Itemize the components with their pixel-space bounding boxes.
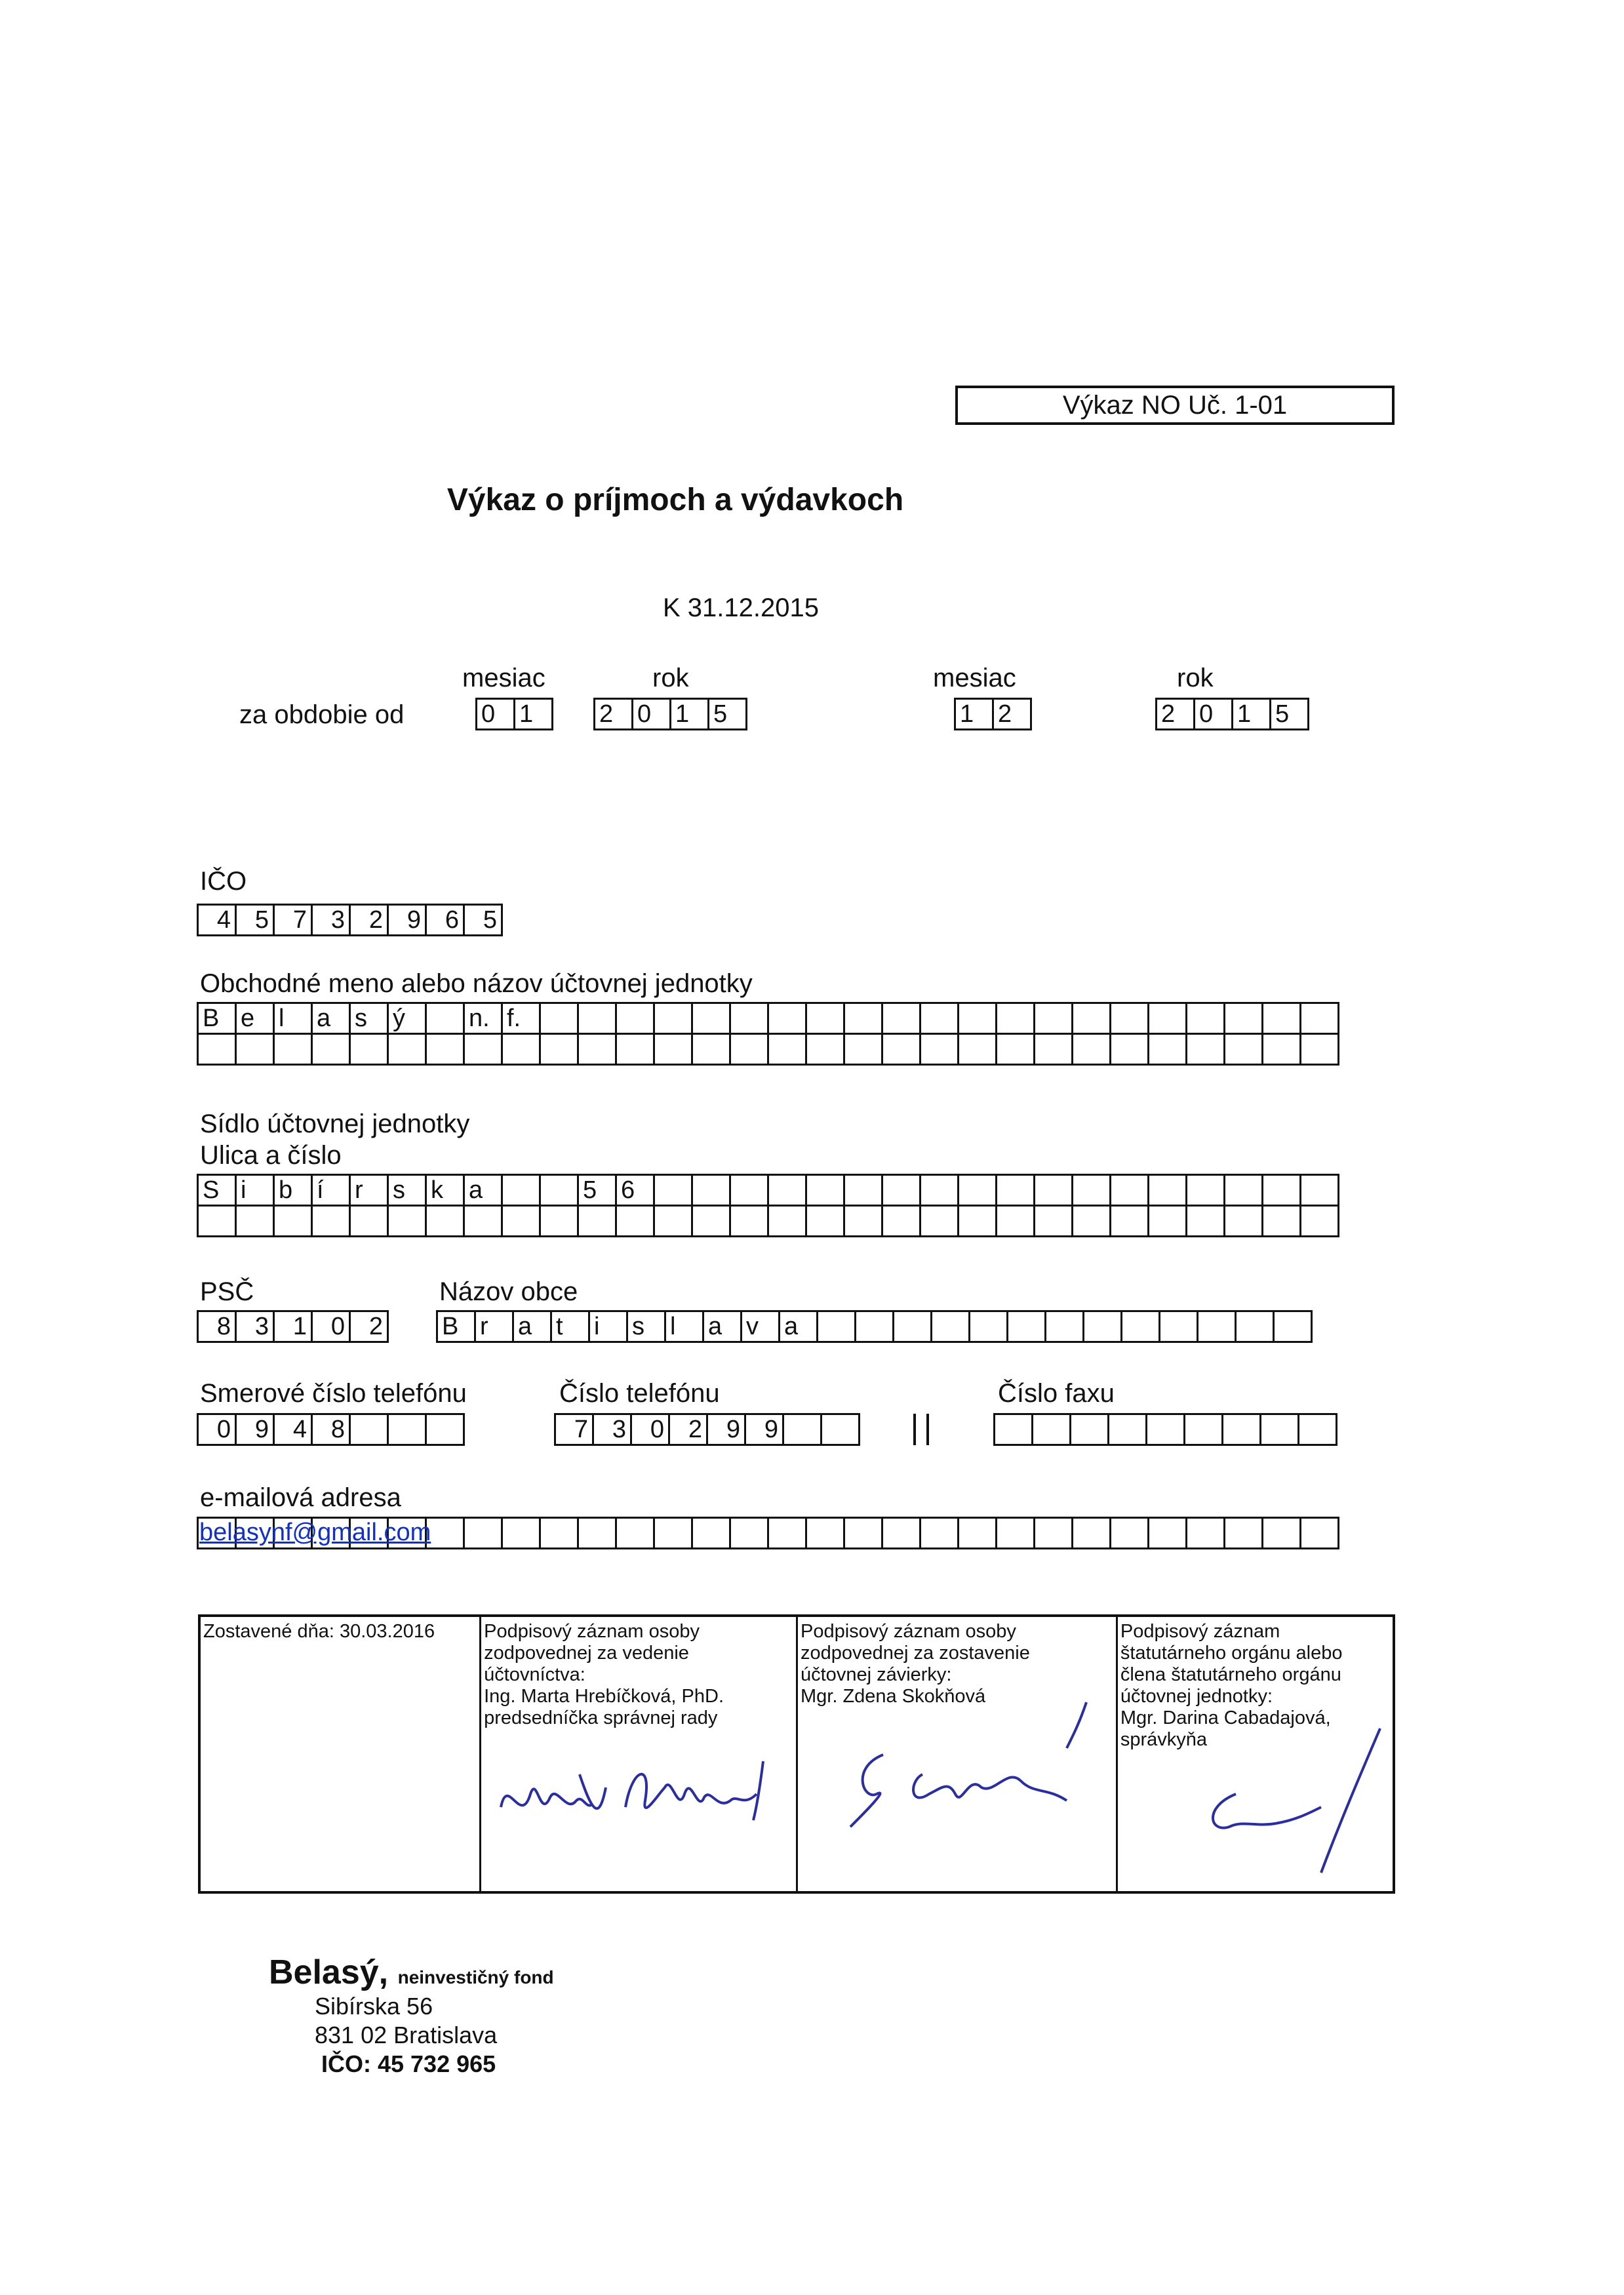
sig-line: predsedníčka správnej rady	[484, 1707, 718, 1728]
phone-number-cells[interactable]	[554, 1413, 858, 1446]
form-cell[interactable]: 2	[349, 1310, 389, 1343]
handwritten-signature-3	[1157, 1715, 1393, 1886]
form-cell[interactable]	[235, 1205, 275, 1237]
form-cell[interactable]: 2	[349, 904, 389, 936]
area-code-cells[interactable]	[197, 1413, 463, 1446]
form-cell[interactable]	[1069, 1413, 1109, 1446]
sig-line: štatutárneho orgánu alebo	[1120, 1643, 1343, 1664]
form-cell[interactable]	[843, 1002, 883, 1035]
form-cell[interactable]	[577, 1205, 617, 1237]
to-year-cells[interactable]	[1155, 698, 1307, 730]
sig-line: Mgr. Darina Cabadajová,	[1120, 1707, 1331, 1728]
form-cell[interactable]: 2	[593, 698, 633, 730]
form-cell[interactable]: 1	[273, 1310, 313, 1343]
from-month-label: mesiac	[462, 664, 545, 692]
form-cell[interactable]	[1071, 1033, 1111, 1066]
form-cell[interactable]	[729, 1174, 769, 1207]
handwritten-signature-1	[494, 1748, 783, 1840]
form-cell[interactable]: B	[436, 1310, 476, 1343]
form-cell[interactable]: 5	[1269, 698, 1309, 730]
form-cell[interactable]	[767, 1205, 807, 1237]
form-cell[interactable]	[919, 1517, 959, 1549]
form-cell[interactable]	[881, 1033, 921, 1066]
form-cell[interactable]	[968, 1310, 1008, 1343]
street-row-1[interactable]	[197, 1174, 1337, 1207]
form-cell[interactable]	[1299, 1174, 1339, 1207]
form-cell[interactable]	[1082, 1310, 1122, 1343]
form-cell[interactable]: 9	[235, 1413, 275, 1446]
city-cells[interactable]	[436, 1310, 1311, 1343]
name-label: Obchodné meno alebo názov účtovnej jednotky	[200, 969, 753, 998]
form-cell[interactable]	[539, 1033, 579, 1066]
form-cell[interactable]	[1299, 1002, 1339, 1035]
ico-label: IČO	[200, 867, 247, 896]
sig-line: Mgr. Zdena Skokňová	[801, 1686, 986, 1707]
form-cell[interactable]	[767, 1517, 807, 1549]
area-code-label: Smerové číslo telefónu	[200, 1379, 467, 1408]
form-cell[interactable]	[1033, 1517, 1073, 1549]
form-cell[interactable]	[577, 1517, 617, 1549]
stamp-ico: IČO: 45 732 965	[321, 2050, 496, 2077]
sig-line: člena štatutárneho orgánu	[1120, 1664, 1341, 1685]
form-cell[interactable]	[311, 1205, 351, 1237]
form-cell[interactable]: r	[474, 1310, 514, 1343]
form-cell[interactable]	[1223, 1033, 1263, 1066]
form-cell[interactable]	[653, 1033, 693, 1066]
form-cell[interactable]	[463, 1033, 503, 1066]
form-cell[interactable]	[919, 1205, 959, 1237]
form-cell[interactable]: i	[235, 1174, 275, 1207]
form-cell[interactable]	[1223, 1174, 1263, 1207]
form-cell[interactable]	[1299, 1033, 1339, 1066]
form-cell[interactable]	[1299, 1205, 1339, 1237]
form-cell[interactable]	[463, 1205, 503, 1237]
form-cell[interactable]	[919, 1174, 959, 1207]
form-cell[interactable]	[197, 1205, 237, 1237]
form-cell[interactable]	[273, 1205, 313, 1237]
to-month-label: mesiac	[933, 664, 1016, 692]
form-cell[interactable]	[501, 1174, 541, 1207]
form-cell[interactable]	[1261, 1205, 1301, 1237]
form-cell[interactable]: 4	[273, 1413, 313, 1446]
form-cell[interactable]	[577, 1002, 617, 1035]
form-cell[interactable]	[1071, 1205, 1111, 1237]
form-cell[interactable]	[957, 1517, 997, 1549]
sig-line: účtovnej jednotky:	[1120, 1686, 1273, 1707]
form-cell[interactable]	[843, 1033, 883, 1066]
form-cell[interactable]	[767, 1033, 807, 1066]
form-cell[interactable]	[653, 1205, 693, 1237]
form-cell[interactable]	[995, 1033, 1035, 1066]
form-cell[interactable]: s	[626, 1310, 666, 1343]
name-row-1[interactable]	[197, 1002, 1337, 1035]
form-cell[interactable]: 8	[197, 1310, 237, 1343]
form-cell[interactable]	[1006, 1310, 1046, 1343]
sig-line: zodpovednej za vedenie	[484, 1643, 689, 1664]
form-cell[interactable]	[539, 1517, 579, 1549]
form-cell[interactable]: 5	[235, 904, 275, 936]
form-cell[interactable]: r	[349, 1174, 389, 1207]
form-cell[interactable]	[615, 1033, 655, 1066]
form-cell[interactable]	[1120, 1310, 1160, 1343]
form-cell[interactable]: s	[349, 1002, 389, 1035]
form-cell[interactable]	[957, 1174, 997, 1207]
fax-label: Číslo faxu	[998, 1379, 1115, 1408]
stamp-city: 831 02 Bratislava	[315, 2022, 498, 2048]
form-cell[interactable]: 6	[615, 1174, 655, 1207]
form-cell[interactable]	[1183, 1413, 1223, 1446]
form-cell[interactable]	[1109, 1174, 1149, 1207]
form-cell[interactable]	[919, 1033, 959, 1066]
from-year-label: rok	[652, 664, 689, 692]
form-cell[interactable]: a	[778, 1310, 818, 1343]
form-cell[interactable]	[1147, 1033, 1187, 1066]
form-cell[interactable]	[1107, 1413, 1147, 1446]
form-cell[interactable]	[387, 1205, 427, 1237]
form-cell[interactable]	[881, 1517, 921, 1549]
form-cell[interactable]	[995, 1002, 1035, 1035]
to-year-label: rok	[1177, 664, 1214, 692]
form-cell[interactable]	[1147, 1002, 1187, 1035]
from-year-cells[interactable]	[593, 698, 745, 730]
form-cell[interactable]	[843, 1205, 883, 1237]
form-cell[interactable]: 0	[311, 1310, 351, 1343]
form-cell[interactable]	[425, 1413, 465, 1446]
form-cell[interactable]	[1261, 1174, 1301, 1207]
form-cell[interactable]: 3	[592, 1413, 632, 1446]
sig-line: účtovnej závierky:	[801, 1664, 952, 1685]
form-cell[interactable]	[425, 1033, 465, 1066]
form-cell[interactable]	[1235, 1310, 1275, 1343]
form-cell[interactable]	[273, 1033, 313, 1066]
form-cell[interactable]: l	[664, 1310, 704, 1343]
street-label: Ulica a číslo	[200, 1141, 342, 1170]
stamp-street: Sibírska 56	[315, 1993, 433, 2020]
form-cell[interactable]	[197, 1033, 237, 1066]
form-cell[interactable]	[349, 1033, 389, 1066]
form-cell[interactable]: f.	[501, 1002, 541, 1035]
form-cell[interactable]: 5	[577, 1174, 617, 1207]
form-cell[interactable]	[691, 1002, 731, 1035]
fax-cells[interactable]	[993, 1413, 1336, 1446]
form-cell[interactable]	[1147, 1174, 1187, 1207]
form-cell[interactable]	[805, 1002, 845, 1035]
form-cell[interactable]: 8	[311, 1413, 351, 1446]
form-cell[interactable]	[1261, 1002, 1301, 1035]
form-cell[interactable]: s	[387, 1174, 427, 1207]
form-cell[interactable]: a	[463, 1174, 503, 1207]
form-cell[interactable]	[729, 1517, 769, 1549]
form-cell[interactable]	[577, 1033, 617, 1066]
form-cell[interactable]	[854, 1310, 894, 1343]
form-cell[interactable]	[805, 1517, 845, 1549]
form-cell[interactable]	[501, 1033, 541, 1066]
form-cell[interactable]	[349, 1205, 389, 1237]
form-cell[interactable]	[1033, 1033, 1073, 1066]
sig-line: Podpisový záznam osoby	[484, 1621, 700, 1642]
form-cell[interactable]	[930, 1310, 970, 1343]
form-cell[interactable]: 4	[197, 904, 237, 936]
report-date: K 31.12.2015	[663, 593, 819, 622]
stamp-name-suffix: neinvestičný fond	[397, 1967, 554, 1987]
form-cell[interactable]	[1159, 1310, 1198, 1343]
organization-stamp	[269, 1953, 662, 2079]
form-cell[interactable]: 0	[475, 698, 515, 730]
form-cell[interactable]: 2	[992, 698, 1032, 730]
form-cell[interactable]	[957, 1205, 997, 1237]
sig-line: Podpisový záznam osoby	[801, 1621, 1016, 1642]
form-cell[interactable]: 1	[954, 698, 994, 730]
form-cell[interactable]: 0	[630, 1413, 670, 1446]
form-cell[interactable]	[729, 1002, 769, 1035]
form-cell[interactable]	[1185, 1002, 1225, 1035]
form-cell[interactable]: ý	[387, 1002, 427, 1035]
report-form-badge: Výkaz NO Uč. 1-01	[955, 386, 1395, 425]
form-cell[interactable]: 5	[707, 698, 747, 730]
form-cell[interactable]	[501, 1205, 541, 1237]
form-cell[interactable]	[1145, 1413, 1185, 1446]
form-cell[interactable]	[1033, 1002, 1073, 1035]
form-cell[interactable]	[1299, 1517, 1339, 1549]
form-cell[interactable]	[387, 1033, 427, 1066]
form-cell[interactable]	[1185, 1517, 1225, 1549]
form-cell[interactable]	[1223, 1002, 1263, 1035]
form-cell[interactable]	[653, 1174, 693, 1207]
form-cell[interactable]	[1223, 1205, 1263, 1237]
form-cell[interactable]	[1109, 1205, 1149, 1237]
form-cell[interactable]	[1223, 1517, 1263, 1549]
form-cell[interactable]: a	[311, 1002, 351, 1035]
form-cell[interactable]: 1	[1231, 698, 1271, 730]
form-cell[interactable]: 3	[311, 904, 351, 936]
form-cell[interactable]	[805, 1033, 845, 1066]
stamp-name: Belasý,	[269, 1953, 389, 1991]
form-cell[interactable]	[1031, 1413, 1071, 1446]
form-cell[interactable]	[653, 1002, 693, 1035]
form-cell[interactable]	[1273, 1310, 1313, 1343]
form-cell[interactable]: 0	[1193, 698, 1233, 730]
form-cell[interactable]	[653, 1517, 693, 1549]
form-cell[interactable]	[957, 1033, 997, 1066]
form-cell[interactable]: 6	[425, 904, 465, 936]
form-cell[interactable]	[843, 1174, 883, 1207]
form-cell[interactable]	[995, 1205, 1035, 1237]
form-cell[interactable]	[501, 1517, 541, 1549]
form-cell[interactable]	[1033, 1205, 1073, 1237]
form-cell[interactable]	[1297, 1413, 1337, 1446]
form-cell[interactable]	[1261, 1033, 1301, 1066]
to-month-cells[interactable]	[954, 698, 1030, 730]
form-cell[interactable]	[1044, 1310, 1084, 1343]
sig-line: Ing. Marta Hrebíčková, PhD.	[484, 1686, 724, 1707]
form-cell[interactable]: 3	[235, 1310, 275, 1343]
form-cell[interactable]	[425, 1002, 465, 1035]
sig-line: zodpovednej za zostavenie	[801, 1643, 1030, 1664]
form-cell[interactable]	[1147, 1517, 1187, 1549]
form-cell[interactable]	[1071, 1002, 1111, 1035]
form-cell[interactable]	[1185, 1205, 1225, 1237]
form-cell[interactable]: 0	[631, 698, 671, 730]
form-cell[interactable]	[1071, 1174, 1111, 1207]
form-cell[interactable]	[1221, 1413, 1261, 1446]
form-cell[interactable]	[729, 1205, 769, 1237]
form-cell[interactable]	[1185, 1033, 1225, 1066]
form-cell[interactable]	[1261, 1517, 1301, 1549]
form-cell[interactable]: i	[588, 1310, 628, 1343]
form-cell[interactable]	[387, 1413, 427, 1446]
form-cell[interactable]	[805, 1205, 845, 1237]
form-cell[interactable]: l	[273, 1002, 313, 1035]
form-cell[interactable]: 7	[554, 1413, 594, 1446]
compiled-date: Zostavené dňa: 30.03.2016	[203, 1621, 435, 1642]
form-cell[interactable]	[995, 1174, 1035, 1207]
form-cell[interactable]: v	[740, 1310, 780, 1343]
form-cell[interactable]	[1109, 1033, 1149, 1066]
form-cell[interactable]	[993, 1413, 1033, 1446]
form-cell[interactable]	[539, 1174, 579, 1207]
handwritten-signature-2	[824, 1696, 1113, 1840]
name-row-2[interactable]	[197, 1033, 1337, 1066]
form-cell[interactable]	[881, 1205, 921, 1237]
form-cell[interactable]: e	[235, 1002, 275, 1035]
form-cell[interactable]	[1071, 1517, 1111, 1549]
signature-col-statutory	[1118, 1617, 1393, 1891]
form-cell[interactable]	[311, 1033, 351, 1066]
form-cell[interactable]	[881, 1174, 921, 1207]
form-cell[interactable]: 7	[273, 904, 313, 936]
address-label: Sídlo účtovnej jednotky	[200, 1109, 470, 1138]
form-cell[interactable]	[425, 1205, 465, 1237]
form-cell[interactable]: S	[197, 1174, 237, 1207]
psc-label: PSČ	[200, 1277, 254, 1306]
form-cell[interactable]	[1109, 1002, 1149, 1035]
form-cell[interactable]: 5	[463, 904, 503, 936]
form-cell[interactable]	[782, 1413, 822, 1446]
signature-table	[198, 1614, 1395, 1894]
form-cell[interactable]: a	[702, 1310, 742, 1343]
signature-col-date	[201, 1617, 481, 1891]
street-row-2[interactable]	[197, 1205, 1337, 1237]
form-cell[interactable]: 2	[668, 1413, 708, 1446]
sig-line: Podpisový záznam	[1120, 1621, 1280, 1642]
page-title: Výkaz o príjmoch a výdavkoch	[446, 483, 904, 517]
form-cell[interactable]	[691, 1174, 731, 1207]
period-label: za obdobie od	[239, 700, 405, 729]
phone-fax-separator	[908, 1413, 934, 1446]
form-cell[interactable]	[843, 1517, 883, 1549]
form-cell[interactable]: t	[550, 1310, 590, 1343]
form-cell[interactable]	[615, 1517, 655, 1549]
form-cell[interactable]	[1109, 1517, 1149, 1549]
form-cell[interactable]	[349, 1413, 389, 1446]
form-cell[interactable]: í	[311, 1174, 351, 1207]
form-cell[interactable]	[691, 1033, 731, 1066]
form-cell[interactable]	[691, 1205, 731, 1237]
form-cell[interactable]	[539, 1205, 579, 1237]
form-cell[interactable]	[1147, 1205, 1187, 1237]
city-label: Názov obce	[439, 1277, 578, 1306]
form-cell[interactable]: 1	[669, 698, 709, 730]
form-cell[interactable]: a	[512, 1310, 552, 1343]
form-cell[interactable]	[892, 1310, 932, 1343]
form-cell[interactable]	[957, 1002, 997, 1035]
form-cell[interactable]	[767, 1174, 807, 1207]
form-cell[interactable]: n.	[463, 1002, 503, 1035]
ico-cells[interactable]	[197, 904, 501, 936]
email-value[interactable]: belasynf@gmail.com	[199, 1519, 431, 1546]
signature-col-statements	[798, 1617, 1118, 1891]
form-cell[interactable]: 0	[197, 1413, 237, 1446]
form-cell[interactable]: 9	[706, 1413, 746, 1446]
form-cell[interactable]: 9	[387, 904, 427, 936]
from-month-cells[interactable]	[475, 698, 551, 730]
form-cell[interactable]	[805, 1174, 845, 1207]
form-cell[interactable]	[1197, 1310, 1237, 1343]
form-cell[interactable]: k	[425, 1174, 465, 1207]
form-cell[interactable]	[1185, 1174, 1225, 1207]
form-cell[interactable]: B	[197, 1002, 237, 1035]
form-cell[interactable]	[1259, 1413, 1299, 1446]
form-cell[interactable]	[881, 1002, 921, 1035]
signature-col-accounting	[481, 1617, 798, 1891]
form-cell[interactable]	[615, 1205, 655, 1237]
psc-cells[interactable]	[197, 1310, 387, 1343]
form-cell[interactable]	[995, 1517, 1035, 1549]
form-cell[interactable]	[816, 1310, 856, 1343]
form-cell[interactable]	[235, 1033, 275, 1066]
form-cell[interactable]	[1033, 1174, 1073, 1207]
form-cell[interactable]	[919, 1002, 959, 1035]
form-cell[interactable]: 9	[744, 1413, 784, 1446]
form-cell[interactable]	[615, 1002, 655, 1035]
form-cell[interactable]	[767, 1002, 807, 1035]
form-cell[interactable]	[539, 1002, 579, 1035]
form-cell[interactable]	[820, 1413, 860, 1446]
form-cell[interactable]	[729, 1033, 769, 1066]
form-cell[interactable]: b	[273, 1174, 313, 1207]
sig-line: účtovníctva:	[484, 1664, 585, 1685]
form-cell[interactable]: 2	[1155, 698, 1195, 730]
sig-line: správkyňa	[1120, 1729, 1208, 1750]
form-cell[interactable]: 1	[513, 698, 553, 730]
form-cell[interactable]	[463, 1517, 503, 1549]
phone-number-label: Číslo telefónu	[559, 1379, 720, 1408]
email-label: e-mailová adresa	[200, 1483, 401, 1512]
form-cell[interactable]	[691, 1517, 731, 1549]
